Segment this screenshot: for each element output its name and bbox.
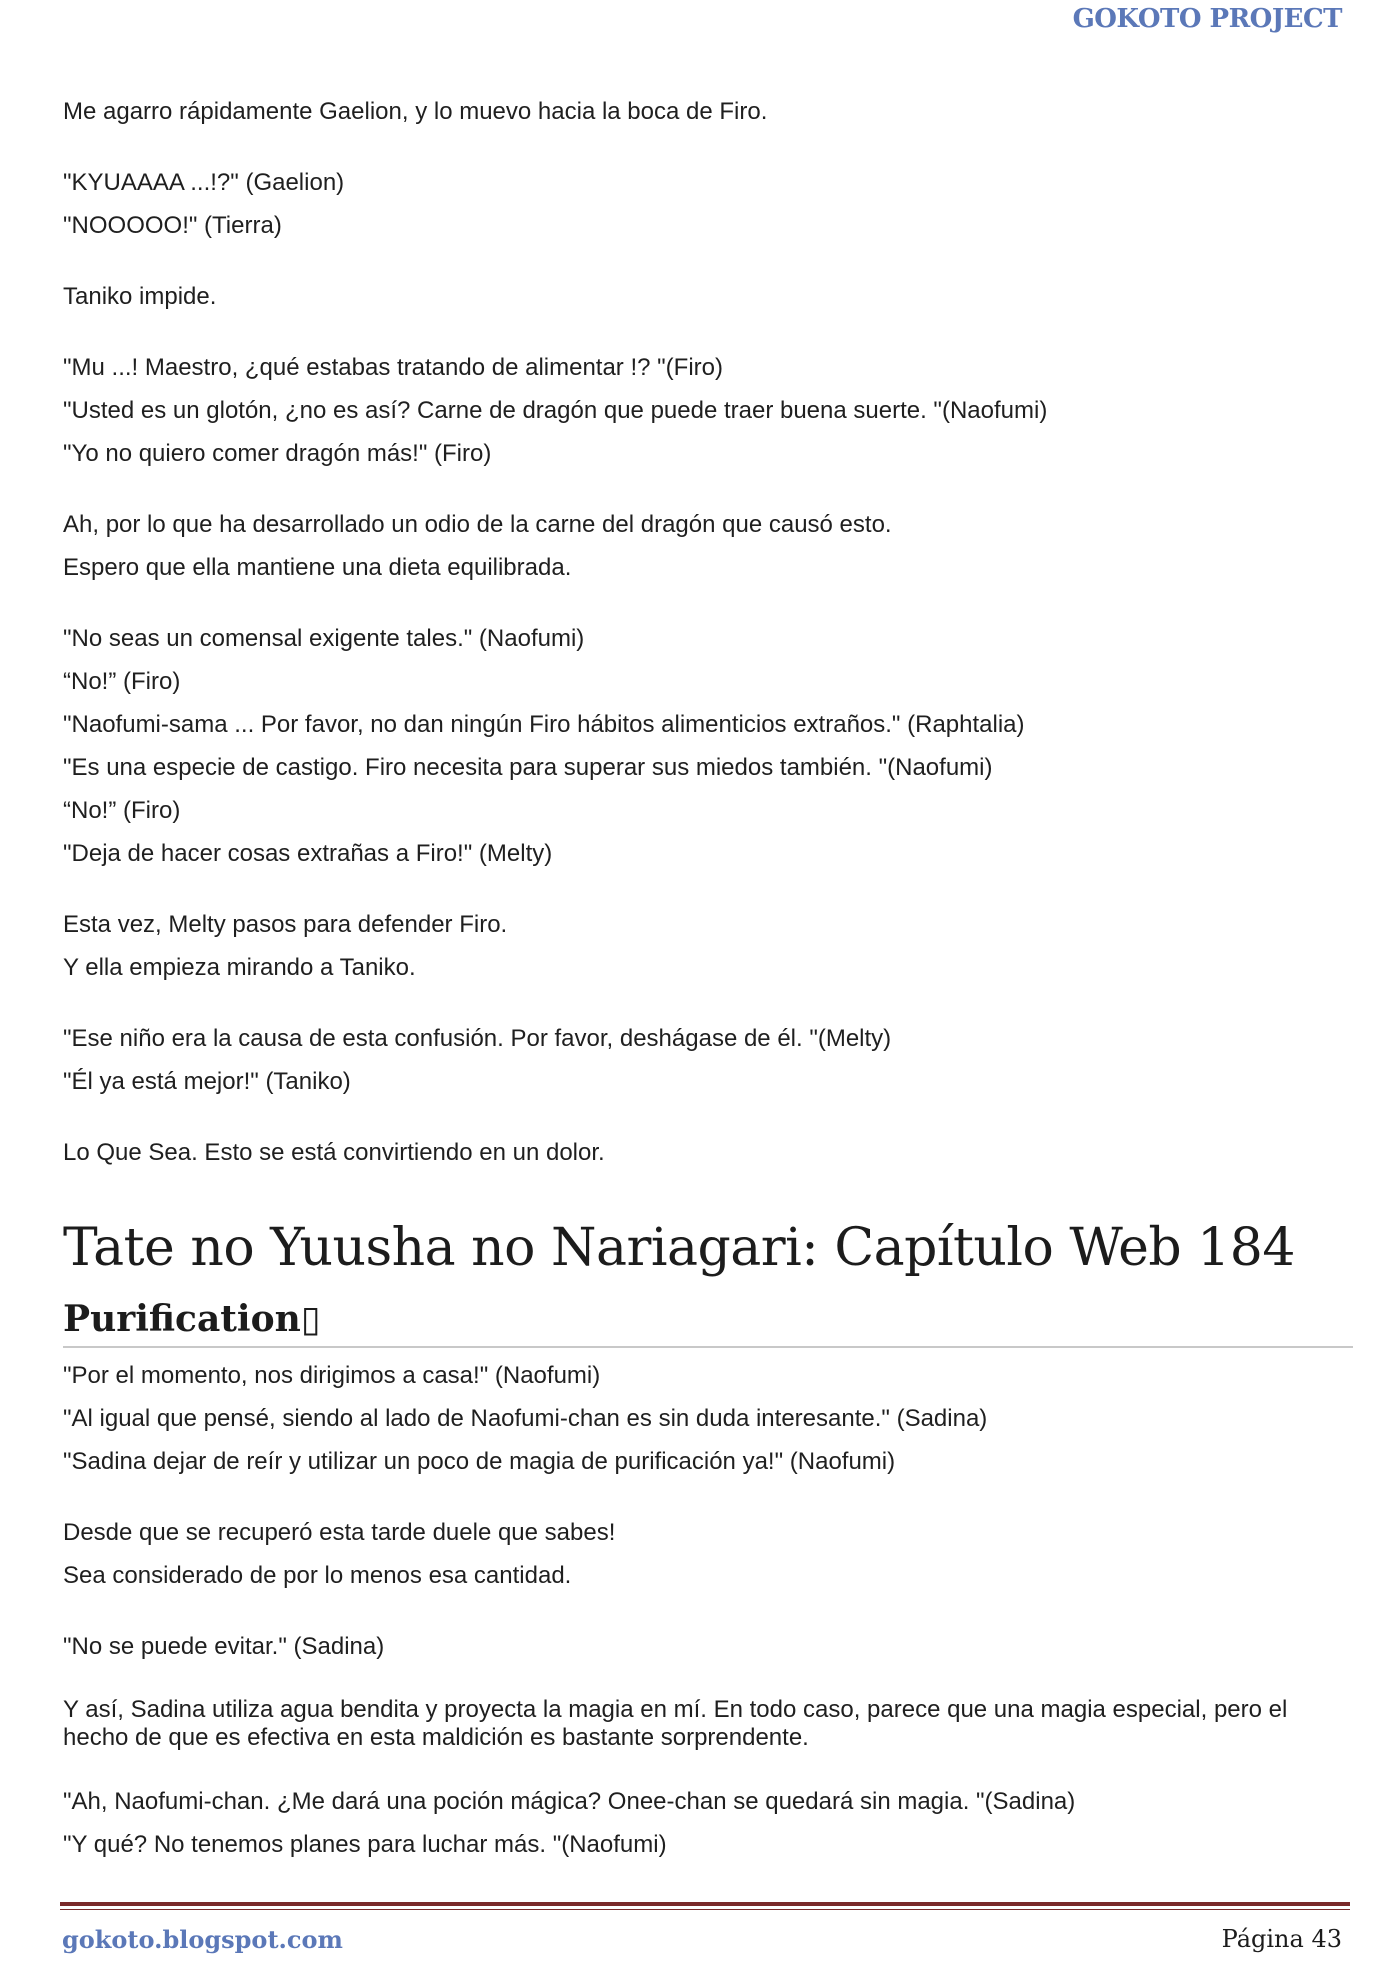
paragraph-gap (63, 1597, 1353, 1625)
paragraph (63, 1625, 1353, 1668)
text-line: "Al igual que pensé, siendo al lado de Naofumi-chan es sin duda interesante." (Sadina) (63, 1405, 988, 1432)
footer-page-number: Página 43 (1221, 1925, 1342, 1953)
paragraph-gap (63, 1483, 1353, 1511)
page-content (63, 90, 1353, 1866)
text-line: "Naofumi-sama ... Por favor, no dan ningún Firo hábitos alimenticios extraños." (Raphtalia) (63, 711, 1025, 738)
footer-rule (60, 1902, 1350, 1910)
paragraph-gap (63, 875, 1353, 903)
paragraph-gap (63, 1752, 1353, 1780)
paragraph (63, 90, 1353, 133)
paragraph-gap (63, 475, 1353, 503)
paragraph (63, 1131, 1353, 1174)
footer-site-link[interactable]: gokoto.blogspot.com (62, 1925, 343, 1954)
paragraph (63, 346, 1353, 475)
paragraph-gap (63, 318, 1353, 346)
paragraph (63, 617, 1353, 875)
text-line: Esta vez, Melty pasos para defender Firo. (63, 911, 508, 938)
text-line: Taniko impide. (63, 283, 217, 310)
text-line: Sea considerado de por lo menos esa cantidad. (63, 1562, 572, 1589)
paragraph (63, 275, 1353, 318)
text-group-2 (63, 1354, 1353, 1668)
text-line: "No se puede evitar." (Sadina) (63, 1633, 385, 1660)
paragraph (63, 503, 1353, 589)
chapter-title: Tate no Yuusha no Nariagari: Capítulo Web 184 (63, 1218, 1295, 1278)
paragraph-gap (63, 1668, 1353, 1696)
text-line: "Por el momento, nos dirigimos a casa!" (Naofumi) (63, 1362, 601, 1389)
text-line: "NOOOOO!" (Tierra) (63, 212, 282, 239)
text-line: Ah, por lo que ha desarrollado un odio de la carne del dragón que causó esto. (63, 511, 892, 538)
text-group-3 (63, 1780, 1353, 1866)
text-line: “No!” (Firo) (63, 668, 181, 695)
paragraph-text: Y así, Sadina utiliza agua bendita y proyecta la magia en mí. En todo caso, parece que una magia especial, pero el hecho de que es efectiva en esta maldición es bastante sorprendente. (63, 1696, 1288, 1751)
paragraph (63, 1780, 1353, 1866)
text-line: "No seas un comensal exigente tales." (Naofumi) (63, 625, 585, 652)
text-line: "Usted es un glotón, ¿no es así? Carne de dragón que puede traer buena suerte. "(Naofumi) (63, 397, 1048, 424)
section-heading: Purification▯ (63, 1294, 1353, 1348)
text-line: Me agarro rápidamente Gaelion, y lo muevo hacia la boca de Firo. (63, 98, 768, 125)
paragraph (63, 903, 1353, 989)
text-line: "KYUAAAA ...!?" (Gaelion) (63, 169, 345, 196)
text-line: "Y qué? No tenemos planes para luchar más. "(Naofumi) (63, 1831, 667, 1858)
text-line: "Sadina dejar de reír y utilizar un poco de magia de purificación ya!" (Naofumi) (63, 1448, 896, 1475)
text-line: "Yo no quiero comer dragón más!" (Firo) (63, 440, 492, 467)
paragraph (63, 1696, 1353, 1752)
text-line: Lo Que Sea. Esto se está convirtiendo en un dolor. (63, 1139, 605, 1166)
text-line: "Mu ...! Maestro, ¿qué estabas tratando de alimentar !? "(Firo) (63, 354, 723, 381)
header-brand: GOKOTO PROJECT (1072, 4, 1342, 34)
paragraph (63, 1354, 1353, 1483)
text-group-1 (63, 90, 1353, 1174)
text-line: Espero que ella mantiene una dieta equilibrada. (63, 554, 572, 581)
text-line: Desde que se recuperó esta tarde duele que sabes! (63, 1519, 616, 1546)
paragraph-gap (63, 1103, 1353, 1131)
text-line: "Deja de hacer cosas extrañas a Firo!" (Melty) (63, 840, 553, 867)
paragraph-gap (63, 247, 1353, 275)
text-line: Y ella empieza mirando a Taniko. (63, 954, 416, 981)
text-line: "Es una especie de castigo. Firo necesita para superar sus miedos también. "(Naofumi) (63, 754, 993, 781)
text-line: "Él ya está mejor!" (Taniko) (63, 1068, 351, 1095)
text-line: “No!” (Firo) (63, 797, 181, 824)
paragraph-gap (63, 133, 1353, 161)
paragraph (63, 161, 1353, 247)
paragraph-gap (63, 989, 1353, 1017)
paragraph (63, 1511, 1353, 1597)
text-line: "Ah, Naofumi-chan. ¿Me dará una poción mágica? Onee-chan se quedará sin magia. "(Sadina) (63, 1788, 1076, 1815)
paragraph-gap (63, 589, 1353, 617)
text-line: "Ese niño era la causa de esta confusión. Por favor, deshágase de él. "(Melty) (63, 1025, 892, 1052)
paragraph (63, 1017, 1353, 1103)
